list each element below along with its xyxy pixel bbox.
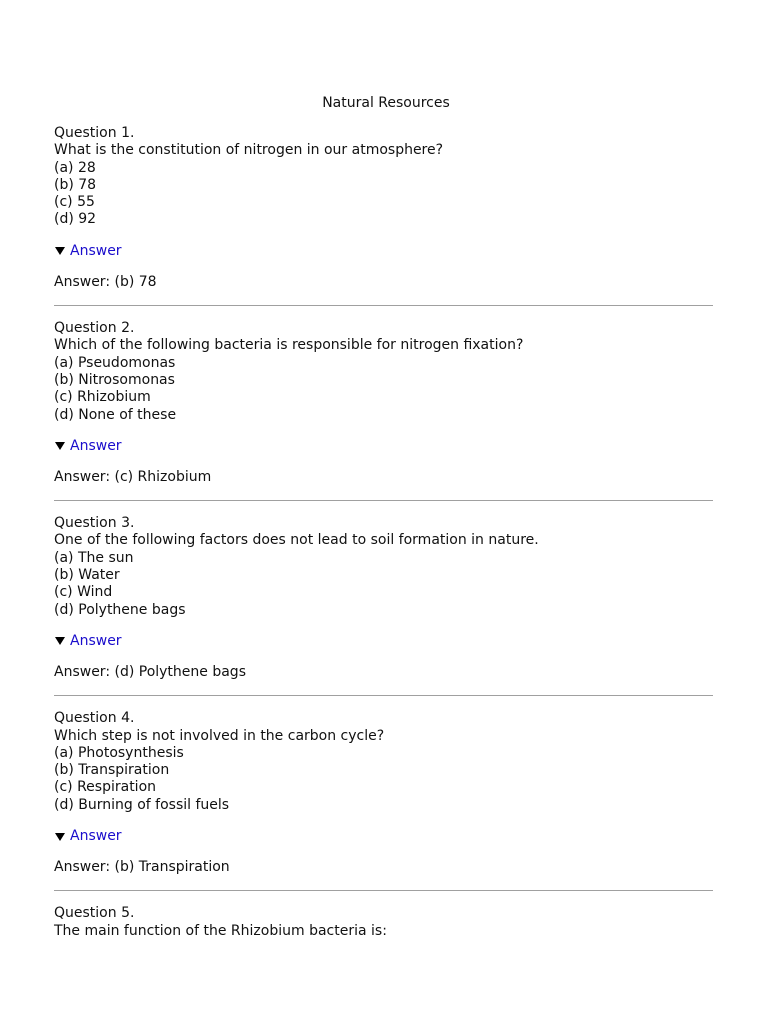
option-c: (c) 55 xyxy=(54,194,95,211)
question-1 xyxy=(54,125,713,291)
question-5 xyxy=(54,905,713,940)
option-d: (d) 92 xyxy=(54,211,97,228)
question-number: Question 5. xyxy=(54,905,135,922)
triangle-down-icon xyxy=(55,442,65,450)
option-a: (a) The sun xyxy=(54,549,134,566)
question-number: Question 2. xyxy=(54,320,135,337)
option-d: (d) Burning of fossil fuels xyxy=(54,796,230,813)
divider xyxy=(54,890,713,891)
answer-toggle[interactable] xyxy=(54,633,713,650)
option-c: (c) Rhizobium xyxy=(54,389,151,406)
question-text: One of the following factors does not lead to soil formation in nature. xyxy=(54,532,539,549)
divider xyxy=(54,695,713,696)
question-3 xyxy=(54,515,713,681)
page-title: Natural Resources xyxy=(322,95,450,111)
answer-toggle[interactable] xyxy=(54,243,713,260)
divider xyxy=(54,500,713,501)
question-number: Question 4. xyxy=(54,710,135,727)
option-a: (a) 28 xyxy=(54,159,96,176)
triangle-down-icon xyxy=(55,637,65,645)
option-c: (c) Wind xyxy=(54,584,113,601)
answer-toggle[interactable] xyxy=(54,438,713,455)
triangle-down-icon xyxy=(55,833,65,841)
question-2 xyxy=(54,320,713,486)
question-4 xyxy=(54,710,713,876)
question-list xyxy=(54,125,713,940)
answer-text: Answer: (b) Transpiration xyxy=(54,859,230,876)
option-b: (b) Transpiration xyxy=(54,762,170,779)
option-a: (a) Photosynthesis xyxy=(54,744,184,761)
option-d: (d) None of these xyxy=(54,406,177,423)
answer-text: Answer: (c) Rhizobium xyxy=(54,468,212,485)
answer-toggle[interactable] xyxy=(54,828,713,845)
answer-text: Answer: (b) 78 xyxy=(54,273,157,290)
option-b: (b) 78 xyxy=(54,176,97,193)
answer-toggle-label: Answer xyxy=(70,827,122,844)
option-b: (b) Water xyxy=(54,567,120,584)
question-text: Which step is not involved in the carbon cycle? xyxy=(54,727,385,744)
question-text: What is the constitution of nitrogen in our atmosphere? xyxy=(54,142,444,159)
answer-toggle-label: Answer xyxy=(70,632,122,649)
option-b: (b) Nitrosomonas xyxy=(54,371,175,388)
triangle-down-icon xyxy=(55,247,65,255)
question-text: The main function of the Rhizobium bacteria is: xyxy=(54,922,387,939)
answer-text: Answer: (d) Polythene bags xyxy=(54,663,246,680)
question-number: Question 1. xyxy=(54,125,135,141)
question-text: Which of the following bacteria is responsible for nitrogen fixation? xyxy=(54,337,524,354)
divider xyxy=(54,305,713,306)
option-a: (a) Pseudomonas xyxy=(54,354,176,371)
option-d: (d) Polythene bags xyxy=(54,601,186,618)
answer-toggle-label: Answer xyxy=(70,242,122,259)
question-number: Question 3. xyxy=(54,515,135,532)
option-c: (c) Respiration xyxy=(54,779,157,796)
answer-toggle-label: Answer xyxy=(70,437,122,454)
